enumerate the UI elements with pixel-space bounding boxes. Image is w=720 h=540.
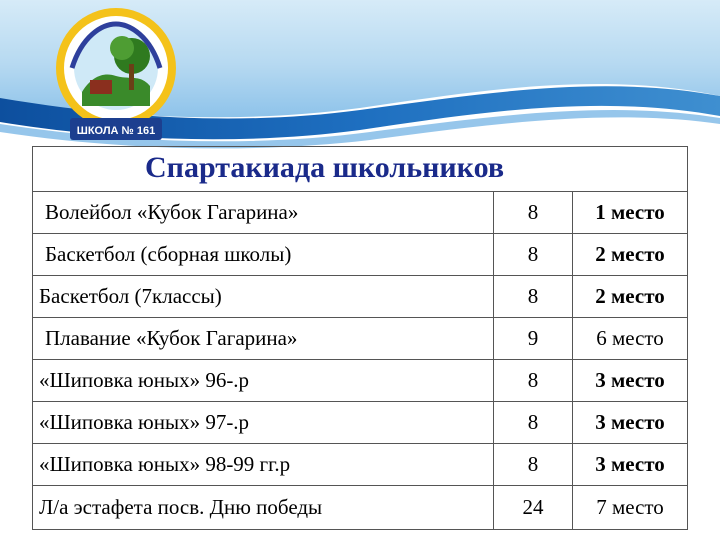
place-cell: 3 место xyxy=(573,444,688,486)
count-cell: 8 xyxy=(494,234,573,276)
table-row xyxy=(33,234,687,276)
table-title: Спартакиада школьников xyxy=(145,151,505,184)
table-row xyxy=(33,444,687,486)
place-cell: 1 место xyxy=(573,192,688,234)
event-cell: Баскетбол (сборная школы) xyxy=(33,234,494,276)
event-cell: «Шиповка юных» 98-99 гг.р xyxy=(33,444,494,486)
count-cell: 24 xyxy=(494,486,573,530)
event-cell: «Шиповка юных» 97-.р xyxy=(33,402,494,444)
event-cell: Л/а эстафета посв. Дню победы xyxy=(33,486,494,530)
event-cell: Плавание «Кубок Гагарина» xyxy=(33,318,494,360)
event-cell: Баскетбол (7классы) xyxy=(33,276,494,318)
event-cell: Волейбол «Кубок Гагарина» xyxy=(33,192,494,234)
results-grid xyxy=(33,192,687,530)
table-row xyxy=(33,360,687,402)
place-cell: 3 место xyxy=(573,402,688,444)
title-row xyxy=(33,147,687,192)
count-cell: 8 xyxy=(494,360,573,402)
table-row xyxy=(33,318,687,360)
results-table xyxy=(32,146,688,530)
count-cell: 8 xyxy=(494,192,573,234)
count-cell: 8 xyxy=(494,402,573,444)
event-cell: «Шиповка юных» 96-.р xyxy=(33,360,494,402)
place-cell: 2 место xyxy=(573,276,688,318)
place-cell: 2 место xyxy=(573,234,688,276)
school-logo xyxy=(42,6,190,144)
place-cell: 7 место xyxy=(573,486,688,530)
table-row xyxy=(33,276,687,318)
count-cell: 9 xyxy=(494,318,573,360)
table-row xyxy=(33,192,687,234)
count-cell: 8 xyxy=(494,444,573,486)
count-cell: 8 xyxy=(494,276,573,318)
place-cell: 6 место xyxy=(573,318,688,360)
svg-text:ШКОЛА № 161: ШКОЛА № 161 xyxy=(76,125,156,137)
table-row xyxy=(33,402,687,444)
place-cell: 3 место xyxy=(573,360,688,402)
table-row xyxy=(33,486,687,530)
